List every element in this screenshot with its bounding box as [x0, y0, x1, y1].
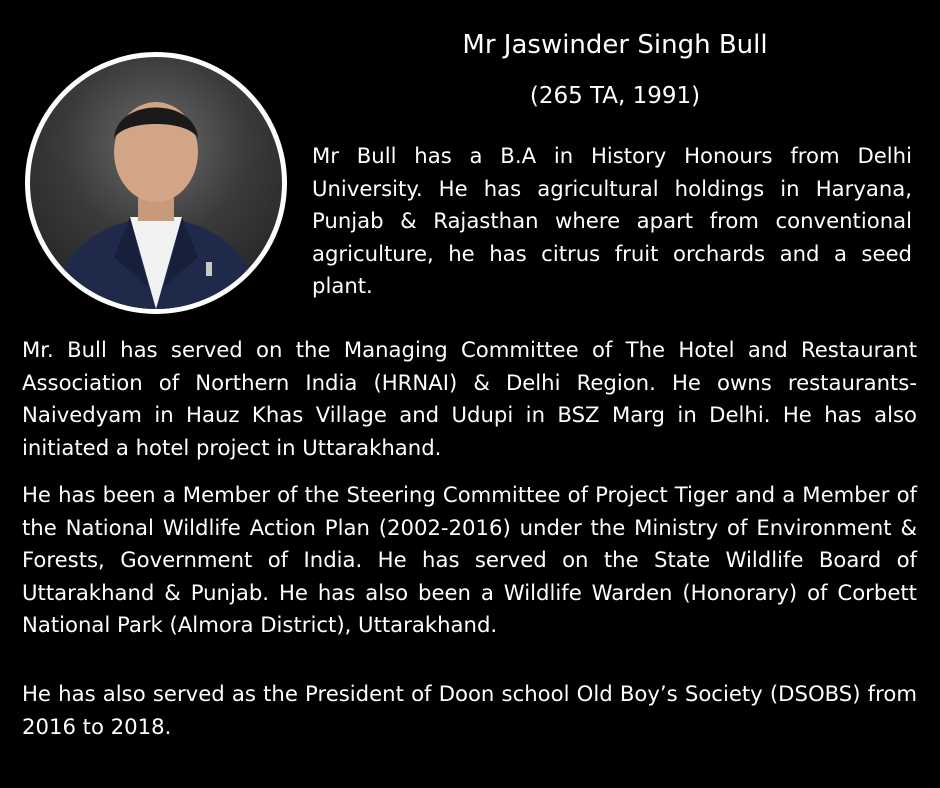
bio-dsobs: He has also served as the President of Doon school Old Boy’s Society (DSOBS) from 2016 to 2018.: [22, 681, 917, 739]
person-name: Mr Jaswinder Singh Bull: [462, 30, 768, 60]
bio-education: Mr Bull has a B.A in History Honours from Delhi University. He has agricultural holdings in Haryana, Punjab & Rajasthan where apart from conventional agriculture, he has citrus fruit orchards and a seed plant.: [312, 143, 912, 298]
bio-wildlife: He has been a Member of the Steering Committee of Project Tiger and a Member of the National Wildlife Action Plan (2002-2016) under the Ministry of Environment & Forests, Government of India. He has served on the State Wildlife Board of Uttarakhand & Punjab. He has also been a Wildlife Warden (Honorary) of Corbett National Park (Almora District), Uttarakhand.: [22, 482, 917, 637]
course-year: (265 TA, 1991): [529, 83, 701, 109]
portrait-illustration: [30, 57, 282, 309]
bio-hospitality: Mr. Bull has served on the Managing Committee of The Hotel and Restaurant Association of Northern India (HRNAI) & Delhi Region. He owns restaurants- Naivedyam in Hauz Khas Village and Udupi in BSZ Marg in Delhi. He has also initiated a hotel project in Uttarakhand.: [22, 337, 917, 460]
profile-photo: [25, 52, 287, 314]
